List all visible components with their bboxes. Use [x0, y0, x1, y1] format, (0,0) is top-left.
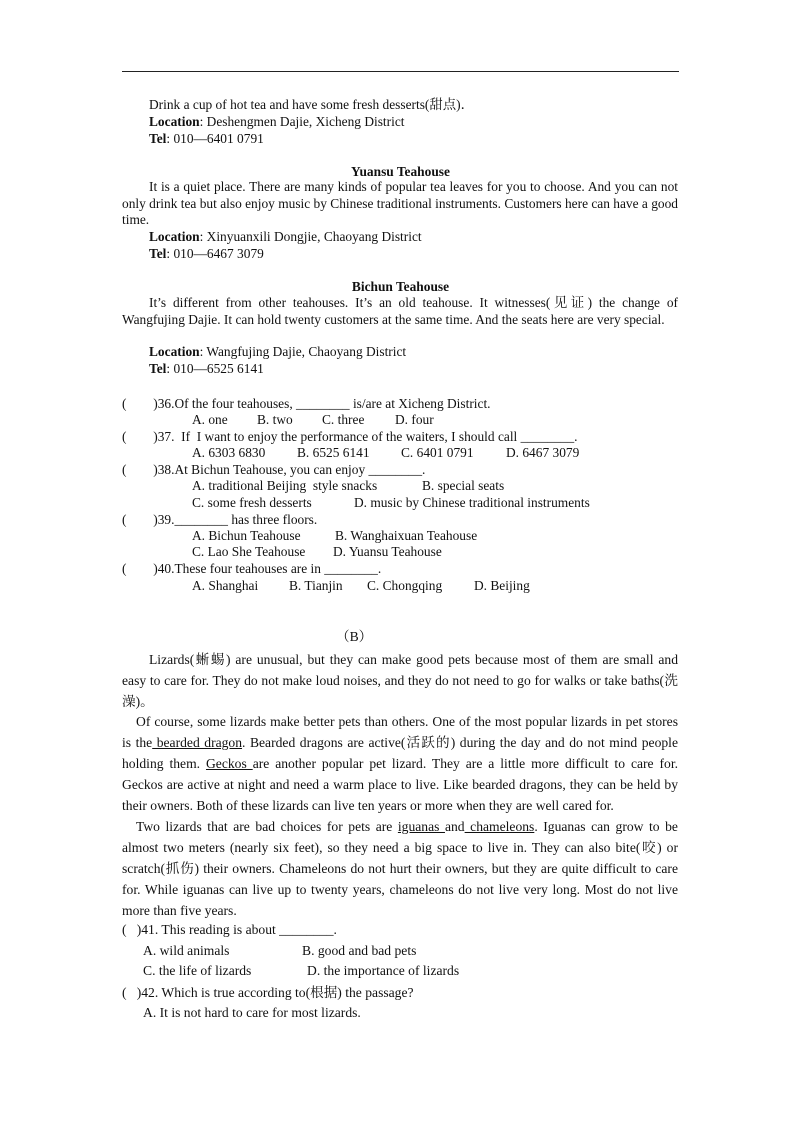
- question-42-option-a: A. It is not hard to care for most lizards.: [143, 1005, 361, 1020]
- intro-tail: Drink a cup of hot tea and have some fresh desserts(甜点)．: [149, 97, 474, 112]
- t3-title: Bichun Teahouse: [351, 279, 450, 294]
- question-38: ( )38.At Bichun Teahouse, you can enjoy ________.: [122, 462, 426, 477]
- t3-tel: Tel: 010—6525 6141: [149, 361, 264, 376]
- question-41-options-b: C. the life of lizards D. the importance of lizards: [143, 963, 460, 978]
- t2-tel: Tel: 010—6467 3079: [149, 246, 264, 261]
- question-39-options-b: C. Lao She Teahouse D. Yuansu Teahouse: [192, 544, 442, 559]
- question-41-options-a: A. wild animals B. good and bad pets: [143, 943, 417, 958]
- paragraph-1: Lizards(蜥蜴) are unusual, but they can make good pets because most of them are small and easy to care for. They do not make loud noises, and they do not need to go for walks or take baths(洗澡)。: [122, 652, 678, 709]
- question-36: ( )36.Of the four teahouses, ________ is/are at Xicheng District.: [122, 396, 491, 411]
- section-b-heading: （B）: [336, 629, 373, 644]
- question-39-options-a: A. Bichun Teahouse B. Wanghaixuan Teahouse: [192, 528, 478, 543]
- question-39: ( )39.________ has three floors.: [122, 512, 318, 527]
- question-40: ( )40.These four teahouses are in ________.: [122, 561, 382, 576]
- question-42: ( )42. Which is true according to(根据) the passage?: [122, 985, 414, 1000]
- term-iguanas: iguanas: [397, 819, 445, 834]
- paragraph-2: Of course, some lizards make better pets than others. One of the most popular lizards in pet stores is the bearded dragon. Bearded dragons are active(活跃的) during the day and do not mind people holding them. Geckos are another popular pet lizard. They are a little more difficult to care for. Geckos are active at night and need a warm place to live. Like bearded dragons, they can be held by their owners. Both of these lizards can live ten years or more when they are well cared for.: [122, 714, 678, 813]
- question-37-options: A. 6303 6830 B. 6525 6141 C. 6401 0791 D. 6467 3079: [192, 445, 580, 460]
- paragraph-3: Two lizards that are bad choices for pets are iguanas and chameleons. Iguanas can grow to be almost two meters (nearly six feet), so they need a big space to live in. They can also bite(咬) or scratch(抓伤) their owners. Chameleons do not hurt their owners, but they are quite difficult to care for. While iguanas can live up to twenty years, chameleons do not live very long. Most do not live more than five years.: [122, 819, 678, 918]
- question-41: ( )41. This reading is about ________.: [122, 922, 337, 937]
- t3-description: It’s different from other teahouses. It’s an old teahouse. It witnesses(见证) the change of Wangfujing Dajie. It can hold twenty customers at the same time. And the seats here are very special.: [122, 295, 678, 327]
- t2-description: It is a quiet place. There are many kinds of popular tea leaves for you to choose. And you can not only drink tea but also enjoy music by Chinese traditional instruments. Customers here can have a good time.: [122, 179, 678, 228]
- header-rule: [122, 71, 679, 72]
- question-40-options: A. Shanghai B. Tianjin C. Chongqing D. Beijing: [192, 578, 530, 593]
- term-bearded-dragon: bearded dragon: [152, 734, 243, 750]
- question-38-options-b: C. some fresh desserts D. music by Chinese traditional instruments: [192, 495, 590, 510]
- t2-title: Yuansu Teahouse: [351, 164, 450, 179]
- question-38-options-a: A. traditional Beijing style snacks B. special seats: [192, 478, 505, 493]
- t1-location: Location: Deshengmen Dajie, Xicheng District: [149, 114, 405, 129]
- question-36-options: A. one B. two C. three D. four: [192, 412, 434, 427]
- term-geckos: Geckos: [205, 755, 253, 771]
- t2-location: Location: Xinyuanxili Dongjie, Chaoyang District: [149, 229, 422, 244]
- t1-tel: Tel: 010—6401 0791: [149, 131, 264, 146]
- term-chameleons: chameleons: [464, 819, 535, 834]
- t3-location: Location: Wangfujing Dajie, Chaoyang District: [149, 344, 407, 359]
- question-37: ( )37. If I want to enjoy the performance of the waiters, I should call ________.: [122, 429, 578, 444]
